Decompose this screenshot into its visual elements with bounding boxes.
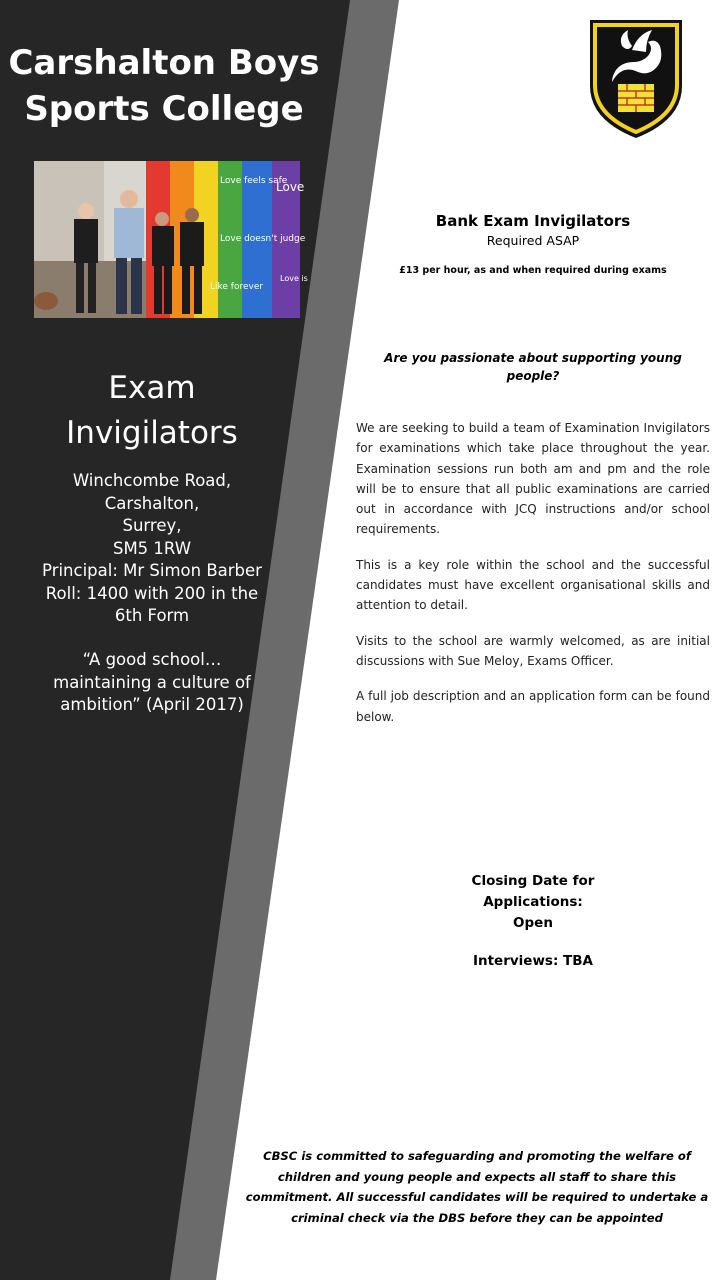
role-title-line2: Invigilators	[66, 415, 238, 451]
quote-line: ambition” (April 2017)	[60, 695, 244, 714]
school-name-line1: Carshalton Boys	[8, 43, 320, 83]
role-title	[40, 366, 264, 456]
job-subtitle: Required ASAP	[486, 233, 580, 248]
school-crest-logo	[586, 16, 686, 140]
photo-wall-text-5: Like forever	[210, 282, 264, 292]
address-line: SM5 1RW	[112, 538, 192, 558]
address-line: Winchcombe Road,	[72, 471, 232, 490]
description-paragraph: A full job description and an application form can be found below.	[356, 689, 710, 724]
roll-line: 6th Form	[114, 606, 190, 625]
school-photo	[34, 161, 308, 318]
description-paragraph: Visits to the school are warmly welcomed, as are initial discussions with Sue Meloy, Exams Officer.	[356, 633, 710, 668]
closing-info	[420, 871, 646, 972]
photo-wall-text-4: Love is	[280, 274, 308, 283]
school-address	[40, 470, 264, 628]
job-title: Bank Exam Invigilators	[435, 212, 631, 230]
photo-wall-text-1: Love feels safe	[220, 176, 288, 186]
description-paragraph: We are seeking to build a team of Examination Invigilators for examinations which take place throughout the year. Examination sessions run both am and pm and the role will be to ensure that all public examinations are carried out in accordance with JCQ instructions and/or school requirements.	[356, 421, 710, 537]
safeguarding-statement: CBSC is committed to safeguarding and promoting the welfare of children and young people and expects all staff to share this commitment. All successful candidates will be required to undertake a criminal check via the DBS before they can be appointed	[245, 1149, 709, 1225]
photo-wall-text-3: Love doesn't judge	[220, 234, 306, 244]
quote-line: “A good school…	[82, 650, 222, 669]
brick-wall-icon	[618, 84, 654, 112]
job-description	[356, 418, 710, 742]
photo-wall-text-2: Love	[276, 180, 305, 194]
pay-rate: £13 per hour, as and when required during exams	[399, 265, 667, 276]
passion-question: Are you passionate about supporting young people?	[384, 351, 682, 383]
ofsted-quote	[50, 649, 254, 717]
interviews-info: Interviews: TBA	[472, 953, 594, 969]
address-line: Surrey,	[122, 516, 182, 535]
closing-date-label: Closing Date for Applications:	[471, 873, 595, 910]
principal-line: Principal: Mr Simon Barber	[42, 561, 262, 580]
roll-line: Roll: 1400 with 200 in the	[45, 583, 259, 603]
role-title-line1: Exam	[108, 370, 196, 406]
school-name-line2: Sports College	[24, 89, 304, 129]
school-name	[8, 40, 320, 132]
description-paragraph: This is a key role within the school and the successful candidates must have excellent organisational skills and attention to detail.	[356, 557, 710, 613]
quote-line: maintaining a culture of	[53, 672, 251, 692]
address-line: Carshalton,	[104, 493, 200, 513]
closing-date-value: Open	[513, 915, 553, 931]
